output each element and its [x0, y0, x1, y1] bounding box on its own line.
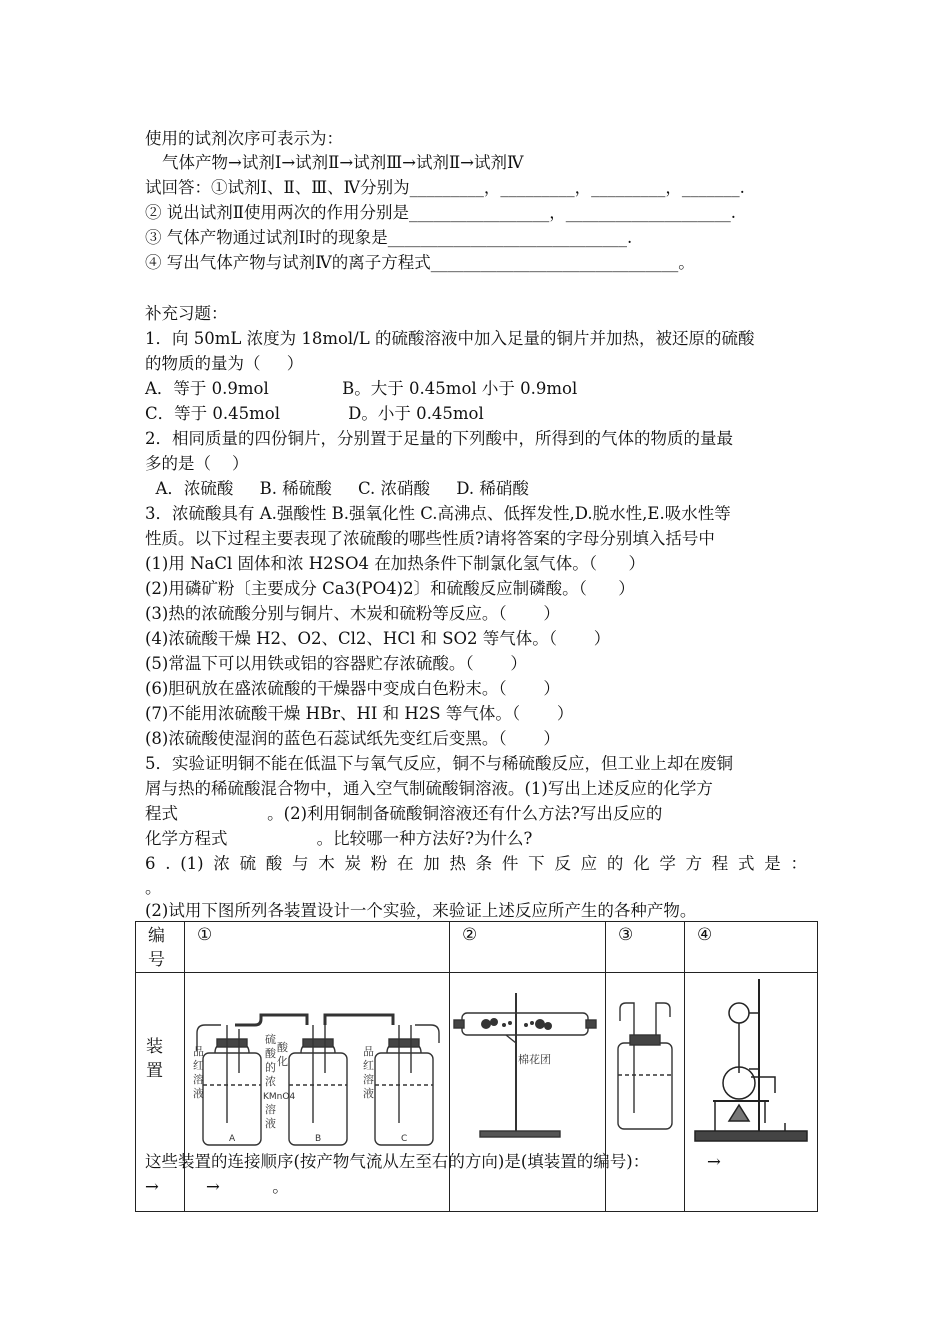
sub-item: (2)用磷矿粉〔主要成分 Ca3(PO4)2〕和硫酸反应制磷酸。（ ） [145, 579, 635, 598]
header-cell-1: ① [185, 922, 450, 973]
question-6: 6 . (1) 浓 硫 酸 与 木 炭 粉 在 加 热 条 件 下 反 应 的 化 学 方 程 式 是 ： [145, 854, 807, 873]
text-line: 气体产物→试剂Ⅰ→试剂Ⅱ→试剂Ⅲ→试剂Ⅱ→试剂Ⅳ [162, 153, 524, 172]
svg-text:液: 液 [193, 1087, 204, 1100]
header-cell-3: ③ [606, 922, 685, 973]
option-line: A．浓硫酸 B. 稀硫酸 C. 浓硝酸 D. 稀硝酸 [145, 479, 529, 498]
question-3: 3．浓硫酸具有 A.强酸性 B.强氧化性 C.高沸点、低挥发性,D.脱水性,E.吸水性等 [145, 504, 731, 523]
bottle-c-label: 品 [363, 1045, 374, 1058]
sub-item: (3)热的浓硫酸分别与铜片、木炭和硫粉等反应。（ ） [145, 604, 560, 623]
drying-tube-figure [450, 973, 605, 1149]
sub-item: (6)胆矾放在盛浓硫酸的干燥器中变成白色粉末。（ ） [145, 679, 560, 698]
text-line: 使用的试剂次序可表示为： [145, 129, 343, 148]
text-line: 屑与热的稀硫酸混合物中，通入空气制硫酸铜溶液。(1)写出上述反应的化学方 [145, 779, 713, 798]
svg-text:溶: 溶 [265, 1103, 276, 1116]
text-line: 这些装置的连接顺序(按产物气流从左至右的方向)是(填装置的编号)： → [145, 1152, 721, 1171]
section-heading: 补充习题： [145, 304, 228, 323]
single-bottle-figure [606, 973, 684, 1149]
text-line: 性质。以下过程主要表现了浓硫酸的哪些性质?请将答案的字母分别填入括号中 [145, 529, 715, 548]
sub-item: (5)常温下可以用铁或铝的容器贮存浓硫酸。（ ） [145, 654, 527, 673]
cotton-label: 棉花团 [518, 1053, 551, 1066]
svg-text:B: B [315, 1134, 322, 1144]
bottle-a-label: 品 [193, 1045, 204, 1058]
text-line: 的物质的量为（ ） [145, 354, 304, 373]
svg-text:红: 红 [193, 1059, 204, 1072]
sub-item: (1)用 NaCl 固体和浓 H2SO4 在加热条件下制氯化氢气体。（ ） [145, 554, 645, 573]
sub-item: (8)浓硫酸使湿润的蓝色石蕊试纸先变红后变黑。（ ） [145, 729, 560, 748]
row-label-cell: 装 置 [136, 973, 185, 1212]
header-label-char: 编 [148, 926, 165, 946]
text-line: 。 [145, 878, 162, 897]
text-line: (2)试用下图所列各装置设计一个实验，来验证上述反应所产生的各种产物。 [145, 901, 697, 920]
svg-text:C: C [401, 1134, 408, 1144]
apparatus-3-cell [606, 973, 685, 1212]
text-line: 试回答：①试剂Ⅰ、Ⅱ、Ⅲ、Ⅳ分别为_________，_________，_________，_______. [145, 178, 745, 197]
svg-text:溶: 溶 [193, 1073, 204, 1086]
question-1: 1．向 50mL 浓度为 18mol/L 的硫酸溶液中加入足量的铜片并加热，被还原的硫酸 [145, 329, 755, 348]
header-label-cell [136, 922, 185, 973]
svg-text:液: 液 [363, 1087, 374, 1100]
text-line: ② 说出试剂Ⅱ使用两次的作用分别是_________________，____________________. [145, 203, 736, 222]
header-cell-4: ④ [685, 922, 818, 973]
text-line: 程式 。(2)利用铜制备硫酸铜溶液还有什么方法?写出反应的 [145, 804, 663, 823]
option-line: A．等于 0.9mol B。大于 0.45mol 小于 0.9mol [145, 379, 578, 398]
svg-text:化: 化 [277, 1055, 288, 1068]
text-line: ③ 气体产物通过试剂Ⅰ时的现象是_____________________________. [145, 228, 633, 247]
svg-text:酸: 酸 [265, 1047, 276, 1060]
header-label-char: 号 [148, 950, 165, 970]
sub-item: (4)浓硫酸干燥 H2、O2、Cl2、HCl 和 SO2 等气体。（ ） [145, 629, 611, 648]
header-cell-2: ② [450, 922, 606, 973]
question-2: 2．相同质量的四份铜片，分别置于足量的下列酸中，所得到的气体的物质的量最 [145, 429, 733, 448]
option-line: C．等于 0.45mol D。小于 0.45mol [145, 404, 484, 423]
svg-text:浓: 浓 [265, 1075, 276, 1088]
text-line: ④ 写出气体产物与试剂Ⅳ的离子方程式______________________________。 [145, 253, 695, 272]
svg-text:酸: 酸 [277, 1041, 288, 1054]
svg-text:溶: 溶 [363, 1073, 374, 1086]
sub-item: (7)不能用浓硫酸干燥 HBr、HI 和 H2S 等气体。（ ） [145, 704, 574, 723]
svg-text:的: 的 [265, 1061, 276, 1074]
flask-apparatus-figure [685, 973, 817, 1149]
apparatus-2-cell [450, 973, 606, 1212]
bottle-b-label: 硫 [265, 1033, 276, 1046]
svg-text:液: 液 [265, 1117, 276, 1130]
wash-bottles-figure [185, 973, 449, 1149]
svg-text:红: 红 [363, 1059, 374, 1072]
text-line: 化学方程式 。比较哪一种方法好?为什么? [145, 829, 533, 848]
text-line: 多的是（ ） [145, 454, 249, 473]
kmno4-label: KMnO4 [263, 1092, 296, 1102]
apparatus-4-cell [685, 973, 818, 1212]
question-5: 5．实验证明铜不能在低温下与氧气反应，铜不与稀硫酸反应，但工业上却在废铜 [145, 754, 733, 773]
svg-text:A: A [229, 1134, 236, 1144]
text-line: → → 。 [145, 1177, 289, 1196]
